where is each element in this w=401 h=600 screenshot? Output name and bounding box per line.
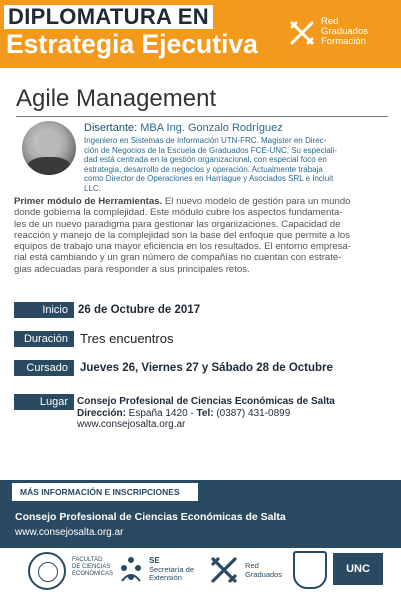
speaker-photo	[22, 121, 76, 175]
inicio-value: 26 de Octubre de 2017	[78, 304, 201, 316]
duracion-label: Duración	[14, 331, 74, 347]
speaker-heading	[84, 122, 283, 135]
cursado-value: Jueves 26, Viernes 27 y Sábado 28 de Octubre	[80, 362, 333, 374]
red-graduados-footer-text: Red Graduados	[245, 561, 283, 579]
fce-seal-icon	[28, 552, 66, 590]
red-graduados-footer-icon	[208, 554, 240, 586]
footer-website: www.consejosalta.org.ar	[15, 527, 124, 538]
duracion-value: Tres encuentros	[80, 331, 174, 346]
unc-shield-icon	[293, 551, 327, 589]
footer-organization: Consejo Profesional de Ciencias Económicas de Salta	[15, 511, 286, 523]
more-info-band	[0, 480, 401, 504]
more-info-label: MÁS INFORMACIÓN E INSCRIPCIONES	[12, 483, 198, 501]
speaker-label: Disertante:	[84, 122, 138, 134]
program-title-line1: DIPLOMATURA EN	[4, 5, 213, 29]
lugar-organization: Consejo Profesional de Ciencias Económicas de Salta	[77, 396, 335, 407]
speaker-name: MBA Ing. Gonzalo Rodríguez	[140, 122, 283, 134]
lugar-details	[77, 396, 335, 431]
module-title: Agile Management	[16, 85, 217, 112]
title-divider	[16, 116, 388, 117]
fce-logo-text: FACULTAD DE CIENCIAS ECONÓMICAS	[72, 557, 114, 577]
extension-logo-text: SE Secretaría de Extensión	[149, 556, 195, 582]
lugar-website: www.consejosalta.org.ar	[77, 419, 186, 430]
description-lead: Primer módulo de Herramientas.	[14, 196, 163, 207]
red-graduados-logo-icon	[287, 18, 317, 48]
speaker-bio: Ingeniero en Sistemas de Información UTN-FRC. Magister en Direc- ción de Negocios de la Escuela de Graduados FCE-UNC. Su especiali- dad está centrada en la gestión organizacional, con especial foco en estrategia, desarrollo de negocios y operación. Actualmente trabaja como Director de Operaciones en Harriague y Asociados SRL e Incluit LLC.	[84, 136, 338, 193]
unc-logo: UNC	[333, 553, 383, 585]
program-title-line2: Estrategia Ejecutiva	[6, 29, 258, 59]
module-description: Primer módulo de Herramientas. El nuevo modelo de gestión para un mundo donde gobierna la complejidad. Este módulo cubre los aspectos fundamenta- les de un nuevo paradigma para gestionar las organizaciones. Capacidad de reacción y manejo de la complejidad son la base del enfoque que permite a los equipos de trabajo una mayor eficiencia en los resultados. El entorno empresa- rial está cambiando y un gran número de compañías no cuentan con estrate- gias adecuadas para responder a sus principales retos.	[14, 196, 352, 275]
cursado-label: Cursado	[14, 360, 74, 376]
extension-swirl-icon	[118, 555, 144, 585]
lugar-address: Dirección: España 1420 - Tel: (0387) 431-0899	[77, 407, 291, 419]
lugar-label: Lugar	[14, 394, 74, 410]
inicio-label: Inicio	[14, 302, 74, 318]
red-graduados-logo-text: Red Graduados Formación	[321, 16, 369, 47]
